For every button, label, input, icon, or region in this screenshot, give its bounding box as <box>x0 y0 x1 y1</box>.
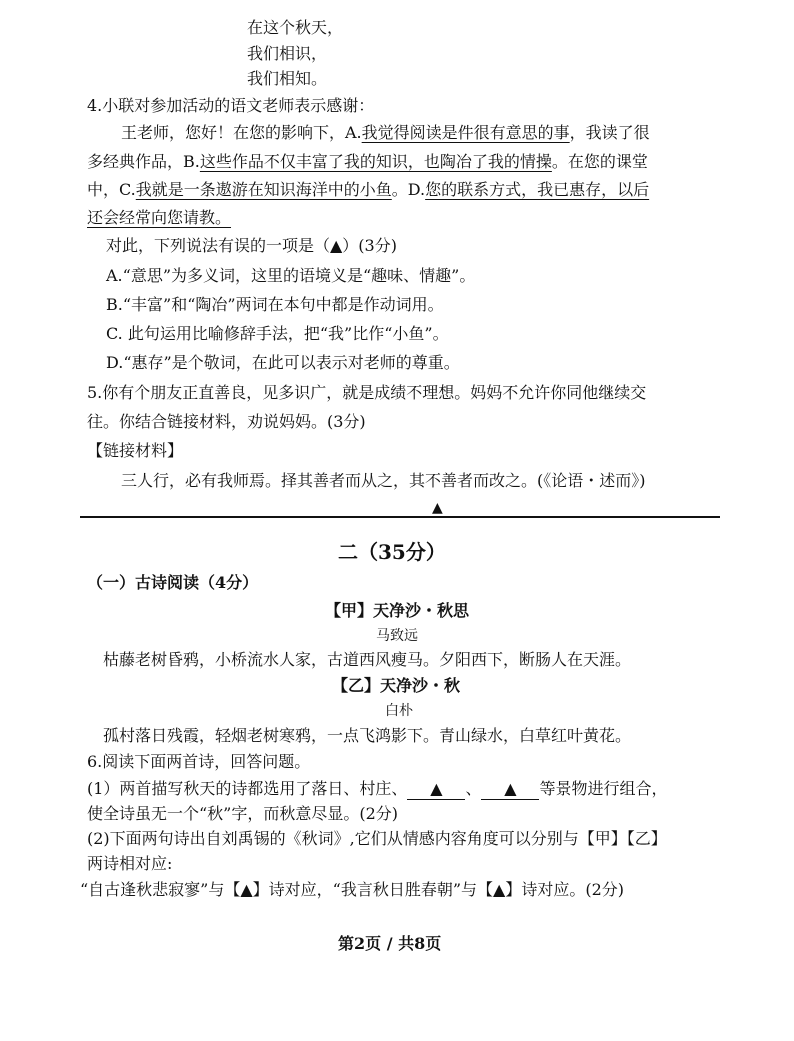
poem-b-title: 【乙】天净沙・秋 <box>332 676 461 695</box>
section-2-subtitle: （一）古诗阅读（4分） <box>87 573 259 592</box>
poem-line-3: 我们相知。 <box>247 69 328 88</box>
section-2-title: 二（35分） <box>338 540 446 564</box>
q4-option-a: A.“意思”为多义词，这里的语境义是“趣味、情趣”。 <box>106 266 476 285</box>
answer-blank-1[interactable] <box>407 779 465 800</box>
answer-blank-2[interactable] <box>481 779 539 800</box>
q6-part2-line2: 两诗相对应: <box>87 854 173 873</box>
q4-sentence-d: 您的联系方式，我已惠存，以后 <box>425 180 650 199</box>
q4-text: 多经典作品，B. <box>87 152 200 171</box>
page-footer: 第2页 / 共8页 <box>338 934 442 953</box>
poem-line-2: 我们相识， <box>247 44 328 63</box>
q4-passage-line-3 <box>87 180 649 200</box>
q6-separator: 、 <box>465 779 482 798</box>
poem-line-1: 在这个秋天， <box>247 18 344 37</box>
q6-text: (1）两首描写秋天的诗都选用了落日、村庄、 <box>87 779 408 798</box>
section-divider <box>80 516 720 518</box>
poem-b-text: 孤村落日残霞，轻烟老树寒鸦，一点飞鸿影下。青山绿水，白草红叶黄花。 <box>103 726 632 745</box>
poem-a-title: 【甲】天净沙・秋思 <box>325 601 470 620</box>
poem-b-author: 白朴 <box>385 703 413 719</box>
q5-link-text: 三人行，必有我师焉。择其善者而从之，其不善者而改之。(《论语・述而》) <box>121 471 646 490</box>
q6-part1-line1 <box>87 779 667 800</box>
q5-line-2: 往。你结合链接材料，劝说妈妈。(3分) <box>87 412 366 431</box>
q4-text: 王老师，您好！在您的影响下，A. <box>121 123 362 142</box>
q6-part2-line1: (2)下面两句诗出自刘禹锡的《秋词》,它们从情感内容角度可以分别与【甲】【乙】 <box>87 829 667 848</box>
q6-text: 等景物进行组合， <box>539 779 668 798</box>
q6-part1-line2: 使全诗虽无一个“秋”字，而秋意尽显。(2分) <box>87 804 399 823</box>
q4-text: 中，C. <box>87 180 136 199</box>
q4-passage-line-4: 还会经常向您请教。 <box>87 208 232 227</box>
q4-option-d: D.“惠存”是个敬词，在此可以表示对老师的尊重。 <box>106 353 460 372</box>
q4-text: 。在您的课堂 <box>551 152 648 171</box>
q6-part2-line3: “自古逢秋悲寂寥”与【▲】诗对应，“我言秋日胜春朝”与【▲】诗对应。(2分) <box>80 880 624 899</box>
q4-stem: 4.小联对参加活动的语文老师表示感谢： <box>87 96 375 115</box>
blank-marker-icon: ▲ <box>430 779 443 798</box>
answer-marker-icon: ▲ <box>432 500 443 516</box>
q4-text: ，我读了很 <box>569 123 650 142</box>
q4-option-c: C. 此句运用比喻修辞手法，把“我”比作“小鱼”。 <box>106 324 449 343</box>
q4-sentence-a: 我觉得阅读是件很有意思的事 <box>361 123 570 142</box>
blank-marker-icon: ▲ <box>504 779 517 798</box>
q4-passage-line-1 <box>121 123 650 143</box>
q5-link-label: 【链接材料】 <box>87 441 184 460</box>
poem-a-text: 枯藤老树昏鸦，小桥流水人家，古道西风瘦马。夕阳西下，断肠人在天涯。 <box>103 650 632 669</box>
q5-line-1: 5.你有个朋友正直善良，见多识广，就是成绩不理想。妈妈不允许你同他继续交 <box>87 383 647 402</box>
q4-sentence-b: 这些作品不仅丰富了我的知识，也陶冶了我的情操 <box>199 152 552 171</box>
poem-a-author: 马致远 <box>376 628 418 644</box>
q4-passage-line-2 <box>87 152 648 172</box>
q6-stem: 6.阅读下面两首诗，回答问题。 <box>87 752 311 771</box>
q4-option-b: B.“丰富”和“陶冶”两词在本句中都是作动词用。 <box>106 295 444 314</box>
q4-sentence-c: 我就是一条遨游在知识海洋中的小鱼 <box>135 180 392 199</box>
q4-ask: 对此，下列说法有误的一项是（▲）(3分) <box>106 236 397 255</box>
q4-text: 。D. <box>391 180 426 199</box>
